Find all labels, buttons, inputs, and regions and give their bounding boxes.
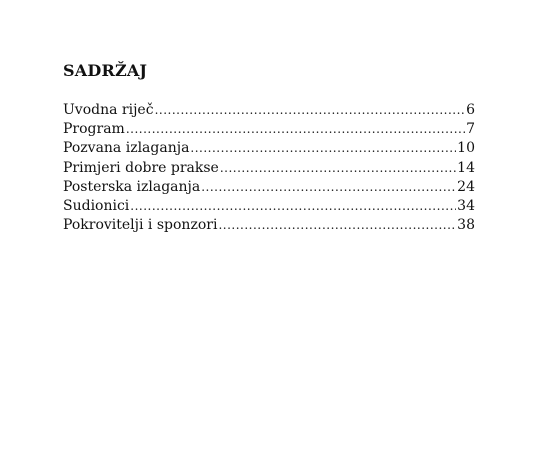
toc-entry-label: Pokrovitelji i sponzori [63,217,218,234]
toc-entry-program[interactable] [63,120,475,139]
table-of-contents [63,101,475,235]
toc-entry-label: Uvodna riječ [63,102,154,118]
dot-leader [126,120,465,139]
toc-entry-label: Sudionici [63,197,130,214]
toc-entry-primjeri-dobre-prakse[interactable] [63,159,475,178]
toc-entry-page-number: 24 [457,178,475,195]
dot-leader [201,178,456,197]
toc-entry-page-number: 34 [457,197,475,214]
toc-entry-page-number: 7 [466,121,475,138]
toc-entry-page-number: 14 [457,159,475,176]
toc-entry-page-number: 10 [457,140,475,157]
dot-leader [190,139,456,158]
toc-entry-posterska-izlaganja[interactable] [63,178,475,197]
toc-entry-label: Primjeri dobre prakse [63,159,219,176]
toc-entry-pokrovitelji-i-sponzori[interactable] [63,216,475,235]
toc-entry-label: Posterska izlaganja [63,178,201,195]
toc-entry-label: Program [63,121,125,138]
toc-entry-page-number: 38 [457,217,475,234]
toc-entry-sudionici[interactable] [63,197,475,216]
dot-leader [155,101,466,120]
dot-leader [218,216,456,235]
toc-entry-uvodna-rijec[interactable] [63,101,475,120]
dot-leader [130,197,456,216]
page-title: SADRŽAJ [63,61,148,80]
dot-leader [220,159,456,178]
toc-entry-pozvana-izlaganja[interactable] [63,139,475,158]
toc-entry-page-number: 6 [466,102,475,118]
toc-entry-label: Pozvana izlaganja [63,140,190,157]
